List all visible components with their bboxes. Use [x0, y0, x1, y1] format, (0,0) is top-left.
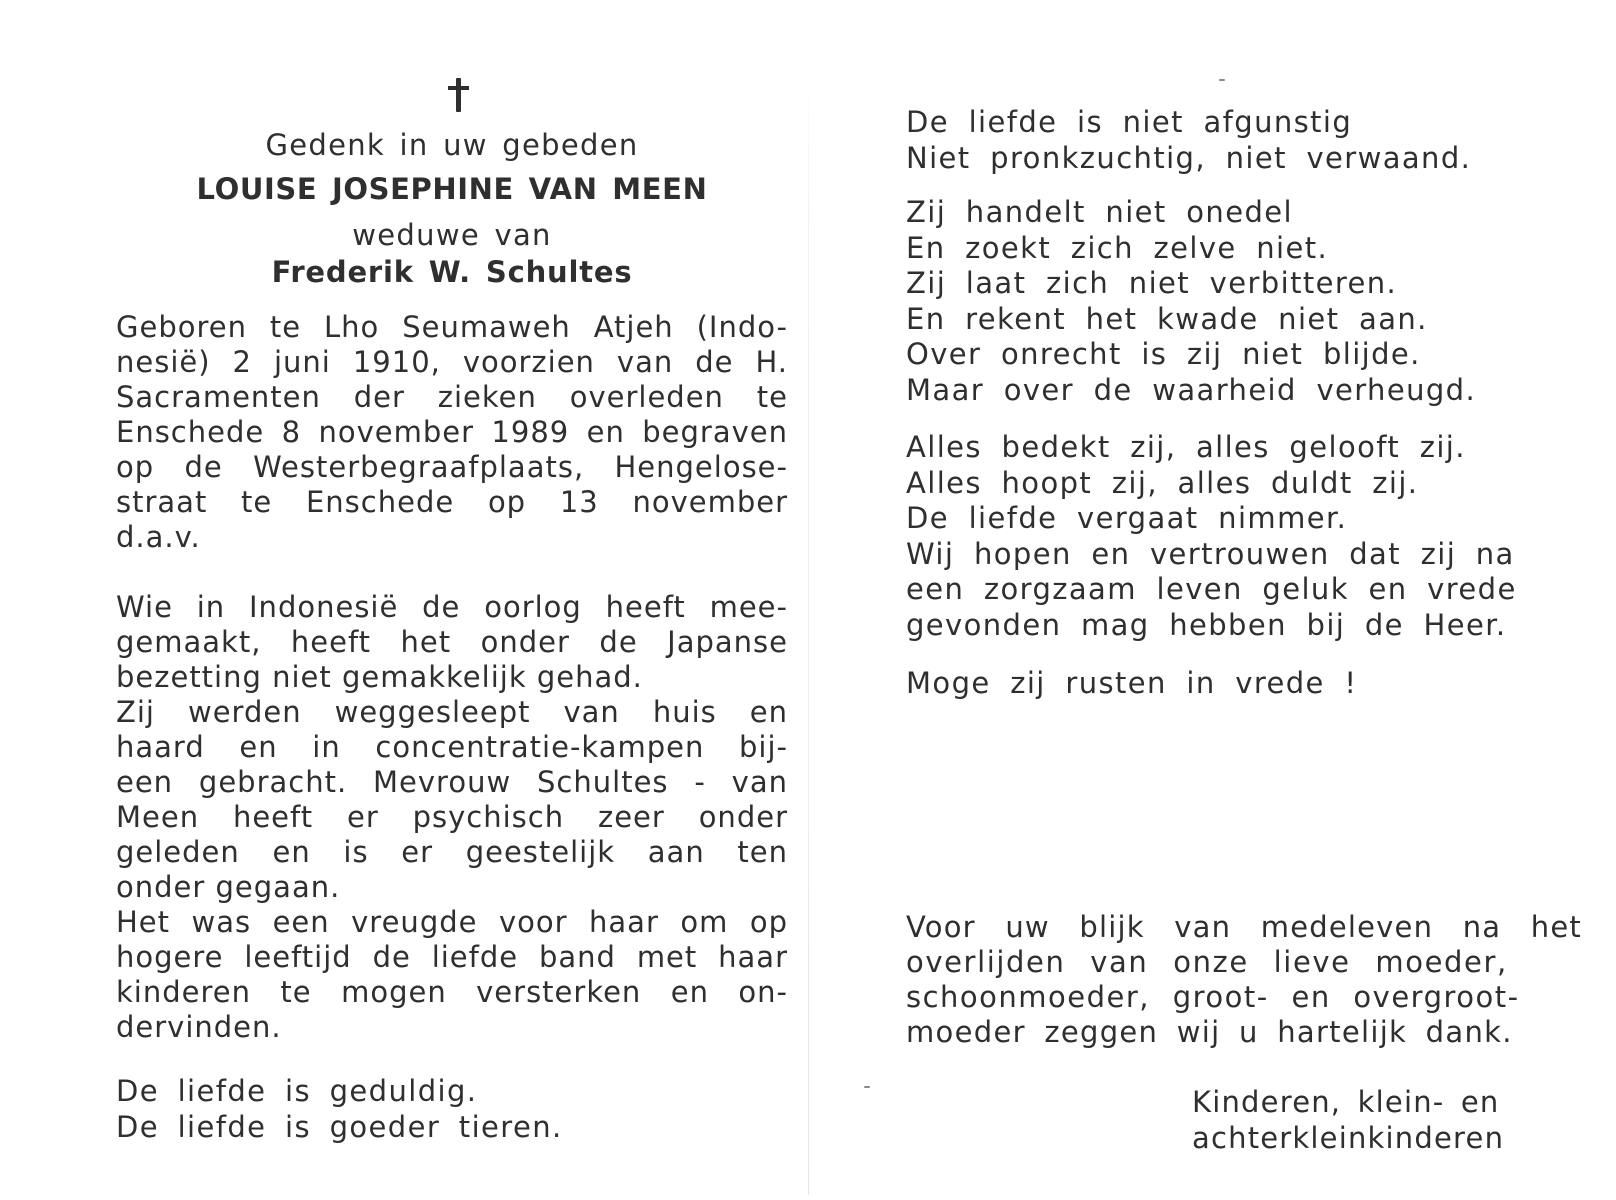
- verse-line: De liefde vergaat nimmer.: [906, 501, 1348, 535]
- biography: [116, 310, 788, 555]
- thanks-line: Voor uw blijk van medeleven na het: [906, 910, 1582, 944]
- verse-line: De liefde is geduldig.: [116, 1074, 478, 1108]
- verse-line: De liefde is goeder tieren.: [116, 1110, 563, 1144]
- verse-stanza-3: [906, 430, 1517, 643]
- story-line: dervinden.: [116, 1010, 282, 1044]
- story-line: Zij werden weggesleept van huis en: [116, 695, 788, 729]
- verse-line: Maar over de waarheid verheugd.: [906, 372, 1477, 407]
- verse-line: En rekent het kwade niet aan.: [906, 301, 1428, 336]
- closing-line: Moge zij rusten in vrede !: [906, 666, 1358, 700]
- biography-line: op de Westerbegraafplaats, Hengelose-: [116, 450, 788, 484]
- story-line: haard en in concentratie-kampen bij-: [116, 730, 788, 764]
- verse-line: gevonden mag hebben bij de Heer.: [906, 607, 1507, 642]
- verse-stanza-2: [906, 195, 1476, 408]
- paper-speck: [1219, 79, 1225, 81]
- biography-line: straat te Enschede op 13 november: [116, 485, 788, 519]
- thanks-line: schoonmoeder, groot- en overgroot-: [906, 980, 1520, 1014]
- verse-line: Wij hopen en vertrouwen dat zij na: [906, 536, 1515, 571]
- spouse-name: Frederik W. Schultes: [271, 255, 633, 289]
- verse-line: Niet pronkzuchtig, niet verwaand.: [906, 140, 1472, 175]
- verse-line: Alles hoopt zij, alles duldt zij.: [906, 465, 1419, 500]
- story-line: bezetting niet gemakkelijk gehad.: [116, 660, 643, 694]
- story-line: geleden en is er geestelijk aan ten: [116, 835, 788, 869]
- signoff: [1192, 1084, 1504, 1156]
- verse-line: Alles bedekt zij, alles gelooft zij.: [906, 430, 1466, 464]
- story-line: gemaakt, heeft het onder de Japanse: [116, 625, 788, 659]
- biography-line: Sacramenten der zieken overleden te: [116, 380, 788, 414]
- biography-line: Enschede 8 november 1989 en begraven: [116, 415, 788, 449]
- story-line: Het was een vreugde voor haar om op: [116, 905, 788, 939]
- biography-line: Geboren te Lho Seumaweh Atjeh (Indo-: [116, 310, 788, 344]
- verse-stanza-1: [906, 105, 1471, 176]
- story-line: Meen heeft er psychisch zeer onder: [116, 800, 788, 834]
- verse-line: Zij handelt niet onedel: [906, 195, 1293, 229]
- verse-line: De liefde is niet afgunstig: [906, 105, 1353, 139]
- center-fold: [808, 70, 809, 1195]
- signoff-line: Kinderen, klein- en: [1192, 1085, 1500, 1119]
- rest-in-peace: [906, 666, 1357, 702]
- thanks-message: [906, 909, 1582, 1049]
- story-line: Wie in Indonesië de oorlog heeft mee-: [116, 590, 788, 624]
- thanks-line: moeder zeggen wij u hartelijk dank.: [906, 1015, 1513, 1049]
- story-line: kinderen te mogen versterken en on-: [116, 975, 788, 1009]
- verse-line: En zoekt zich zelve niet.: [906, 230, 1329, 265]
- story-line: een gebracht. Mevrouw Schultes - van: [116, 765, 788, 799]
- verse-line: een zorgzaam leven geluk en vrede: [906, 572, 1517, 606]
- biography-line: d.a.v.: [116, 520, 201, 554]
- verse-left: [116, 1073, 563, 1145]
- story-line: hogere leeftijd de liefde band met haar: [116, 940, 788, 974]
- signoff-line: achterkleinkinderen: [1192, 1121, 1505, 1155]
- thanks-line: overlijden van onze lieve moeder,: [906, 945, 1508, 979]
- verse-line: Over onrecht is zij niet blijde.: [906, 337, 1421, 371]
- verse-line: Zij laat zich niet verbitteren.: [906, 266, 1398, 300]
- story-line: onder gegaan.: [116, 870, 341, 904]
- widow-of-label: weduwe van: [352, 218, 552, 252]
- cross-icon: [447, 78, 471, 114]
- paper-speck: [864, 1086, 870, 1088]
- prayer-intro: Gedenk in uw gebeden: [265, 128, 639, 162]
- biography-line: nesië) 2 juni 1910, voorzien van de H.: [116, 345, 788, 379]
- life-story: [116, 590, 788, 1045]
- deceased-name: LOUISE JOSEPHINE VAN MEEN: [196, 172, 708, 206]
